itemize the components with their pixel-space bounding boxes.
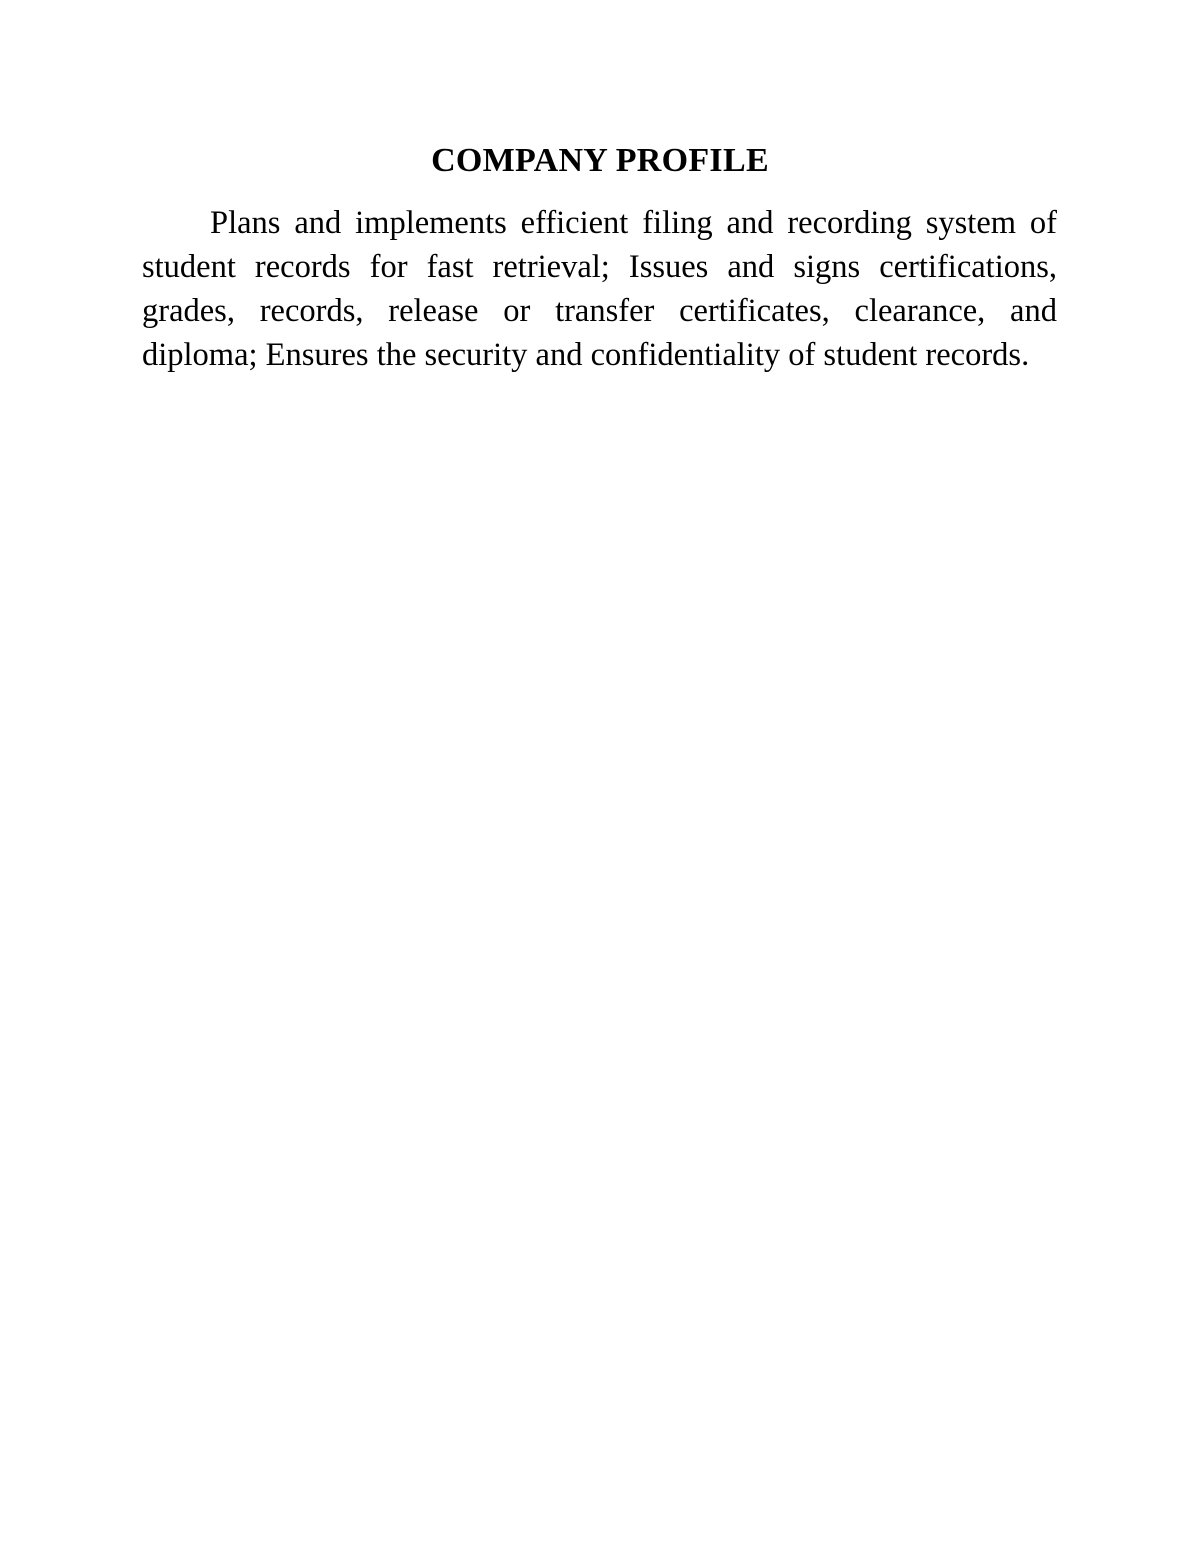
body-paragraph: Plans and implements efficient filing and recording system of student records for fast retrieval; Issues and signs certifications, grades, records, release or transfer certificates, clearance, and diploma; Ensures the security and confidentiality of student records.	[142, 205, 1057, 373]
document-title: COMPANY PROFILE	[431, 142, 769, 179]
